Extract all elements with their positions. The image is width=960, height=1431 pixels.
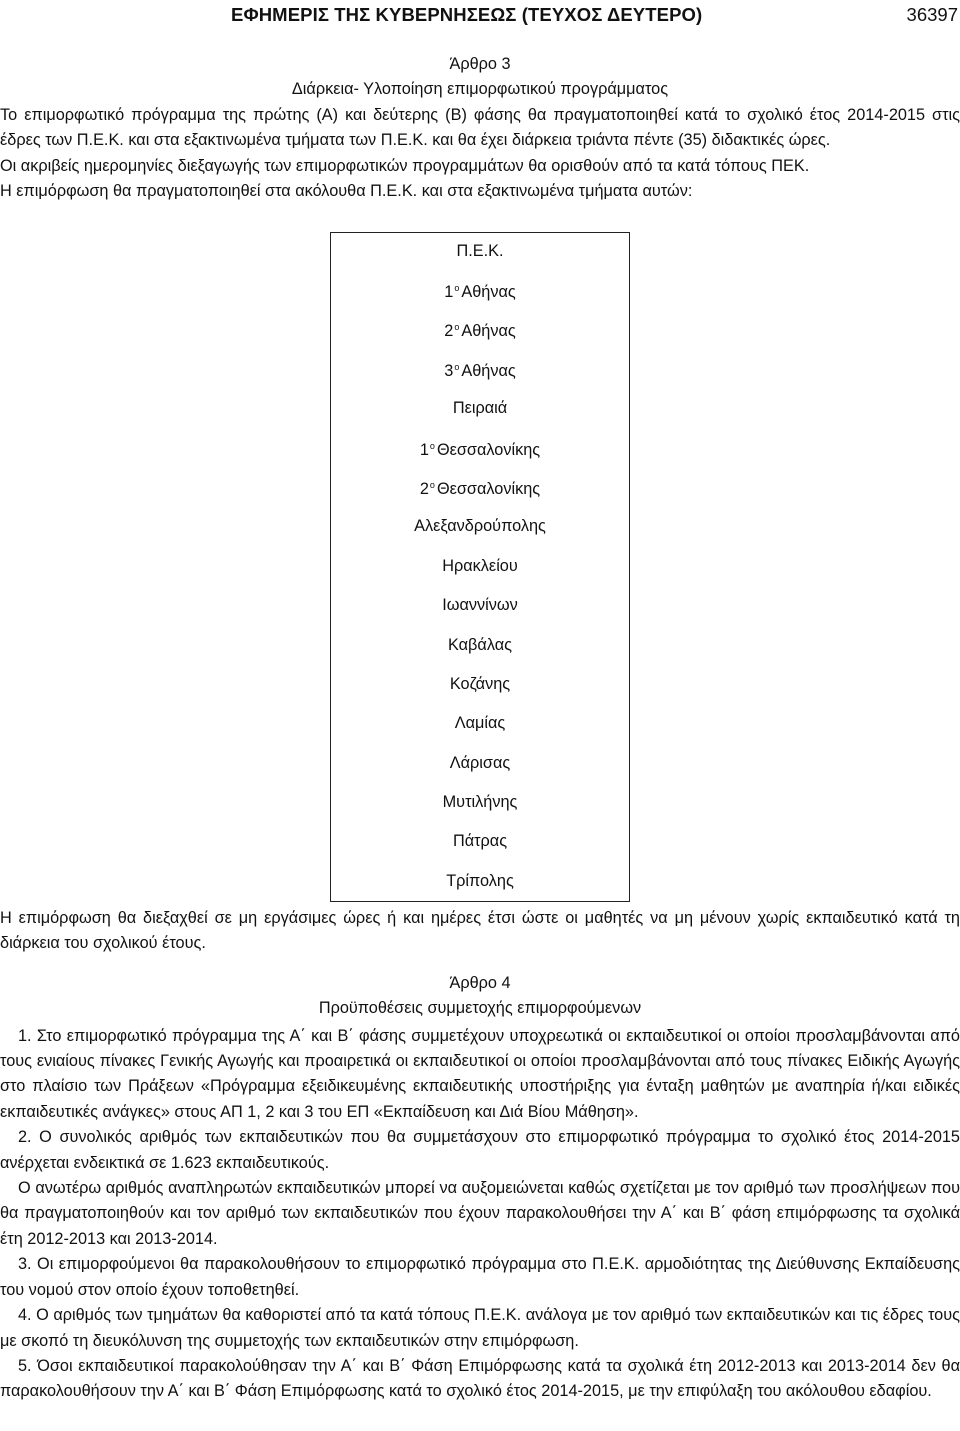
article-4-paragraph-2: 2. Ο συνολικός αριθμός των εκπαιδευτικών που θα συμμετάσχουν στο επιμορφωτικό πρόγραμμα το σχολικό έτος 2014-2015 ανέρχεται ενδεικτικά σε 1.623 εκπαιδευτικούς. <box>0 1128 960 1172</box>
pek-ordinal-suffix: ο <box>454 361 460 372</box>
table-row <box>331 822 630 861</box>
pek-cell <box>331 586 630 625</box>
pek-name: Ιωαννίνων <box>442 596 518 615</box>
article-3-closing <box>0 906 960 1405</box>
pek-name: Ηρακλείου <box>442 556 518 575</box>
pek-ordinal-suffix: ο <box>429 440 435 451</box>
pek-table-wrapper <box>330 232 630 902</box>
pek-cell <box>331 350 630 389</box>
table-header-row <box>331 233 630 272</box>
pek-name: Λαμίας <box>454 714 506 733</box>
pek-name: Τρίπολης <box>446 871 514 890</box>
pek-cell <box>331 704 630 743</box>
pek-ordinal-suffix: ο <box>454 322 460 333</box>
article-3-paragraph-2: Οι ακριβείς ημερομηνίες διεξαγωγής των επιμορφωτικών προγραμμάτων θα ορισθούν από τα κατά τόπους ΠΕΚ. <box>0 156 810 175</box>
article-4-paragraph-5: 5. Όσοι εκπαιδευτικοί παρακολούθησαν την Α΄ και Β΄ Φάση Επιμόρφωσης κατά τα σχολικά έτη 2012-2013 και 2013-2014 δεν θα παρακολουθήσουν την Α΄ και Β΄ Φάση Επιμόρφωσης κατά το σχολικό έτος 2014-2015, με την επιφύλαξη του ακόλουθου εδαφίου. <box>0 1356 960 1401</box>
table-row <box>331 271 630 310</box>
pek-ordinal-number: 1 <box>419 440 429 459</box>
table-row <box>331 389 630 428</box>
table-row <box>331 744 630 783</box>
pek-cell <box>331 744 630 783</box>
table-row <box>331 350 630 389</box>
pek-ordinal-number: 2 <box>419 479 429 498</box>
article-3 <box>0 52 960 204</box>
table-row <box>331 310 630 349</box>
table-row <box>331 665 630 704</box>
pek-cell <box>331 783 630 822</box>
pek-cell <box>331 665 630 704</box>
page-header <box>0 2 960 28</box>
table-header-cell: Π.Ε.Κ. <box>331 233 630 272</box>
table-row <box>331 429 630 468</box>
article-4-paragraph-1: 1. Στο επιμορφωτικό πρόγραμμα της Α΄ και Β΄ φάσης συμμετέχουν υποχρεωτικά οι εκπαιδευτικοί οι οποίοι προσλαμβάνονται από τους ενιαίους πίνακες Γενικής Αγωγής και προαιρετικά οι εκπαιδευτικοί οι οποίοι προσλαμβάνονται από τους πίνακες Ειδικής Αγωγής στο πλαίσιο των Πράξεων «Πρόγραμμα εξειδικευμένης εκπαιδευτικής υποστήριξης για ένταξη μαθητών με αναπηρία ή/και ειδικές εκπαιδευτικές ανάγκες» στους ΑΠ 1, 2 και 3 του ΕΠ «Εκπαίδευση και Διά Βίου Μάθηση». <box>0 1026 960 1121</box>
pek-ordinal-suffix: ο <box>454 282 460 293</box>
article-4-subheading: Προϋποθέσεις συμμετοχής επιμορφούμενων <box>318 999 642 1018</box>
pek-name: Θεσσαλονίκης <box>436 440 541 459</box>
pek-name: Αθήνας <box>461 361 516 380</box>
pek-name: Λάρισας <box>449 753 511 772</box>
article-3-paragraph-1: Το επιμορφωτικό πρόγραμμα της πρώτης (Α) και δεύτερης (Β) φάσης θα πραγματοποιηθεί κατά το σχολικό έτος 2014-2015 στις έδρες των Π.Ε.Κ. και στα εξακτινωμένα τμήματα των Π.Ε.Κ. και θα έχει διάρκεια τριάντα πέντε (35) διδακτικές ώρες. <box>0 105 960 150</box>
pek-ordinal-number: 3 <box>444 361 454 380</box>
pek-cell <box>331 389 630 428</box>
page-number: 36397 <box>906 4 958 25</box>
pek-cell <box>331 626 630 665</box>
pek-cell <box>331 822 630 861</box>
pek-ordinal-number: 1 <box>444 282 454 301</box>
article-3-closing-paragraph: Η επιμόρφωση θα διεξαχθεί σε μη εργάσιμες ώρες ή και ημέρες έτσι ώστε οι μαθητές να μη μένουν χωρίς εκπαιδευτικό κατά τη διάρκεια του σχολικού έτους. <box>0 909 960 953</box>
table-row <box>331 586 630 625</box>
pek-cell <box>331 271 630 310</box>
article-4-paragraph-3: 3. Οι επιμορφούμενοι θα παρακολουθήσουν το επιμορφωτικό πρόγραμμα στο Π.Ε.Κ. αρμοδιότητας της Διεύθυνσης Εκπαίδευσης του νομού στον οποίο έχουν τοποθετηθεί. <box>0 1255 960 1299</box>
pek-cell <box>331 862 630 902</box>
article-4-paragraph-2b: Ο ανωτέρω αριθμός αναπληρωτών εκπαιδευτικών μπορεί να αυξομειώνεται καθώς σχετίζεται με τον αριθμό των προσλήψεων που θα πραγματοποιηθούν και τον αριθμό των εκπαιδευτικών που έχουν παρακολουθήσει την Α΄ και Β΄ φάση επιμόρφωσης τα σχολικά έτη 2012-2013 και 2013-2014. <box>0 1179 960 1248</box>
table-row <box>331 704 630 743</box>
pek-table <box>330 232 630 902</box>
gazette-title: ΕΦΗΜΕΡΙΣ ΤΗΣ ΚΥΒΕΡΝΗΣΕΩΣ (ΤΕΥΧΟΣ ΔΕΥΤΕΡΟ) <box>231 4 703 25</box>
pek-cell <box>331 310 630 349</box>
pek-cell <box>331 468 630 507</box>
article-3-paragraph-3: Η επιμόρφωση θα πραγματοποιηθεί στα ακόλουθα Π.Ε.Κ. και στα εξακτινωμένα τμήματα αυτών: <box>0 182 693 201</box>
table-row <box>331 862 630 902</box>
table-row <box>331 507 630 546</box>
pek-name: Αθήνας <box>461 282 516 301</box>
pek-cell <box>331 507 630 546</box>
article-4-heading: Άρθρο 4 <box>449 973 511 992</box>
pek-name: Μυτιλήνης <box>442 793 518 812</box>
pek-name: Θεσσαλονίκης <box>436 479 541 498</box>
pek-name: Αθήνας <box>461 322 516 341</box>
article-3-heading: Άρθρο 3 <box>449 55 511 73</box>
pek-ordinal-number: 2 <box>444 322 454 341</box>
article-3-subheading: Διάρκεια- Υλοποίηση επιμορφωτικού προγράμματος <box>291 80 669 99</box>
table-row <box>331 783 630 822</box>
table-row <box>331 547 630 586</box>
pek-ordinal-suffix: ο <box>429 479 435 490</box>
table-row <box>331 468 630 507</box>
pek-name: Πειραιά <box>452 399 508 418</box>
pek-name: Πάτρας <box>452 832 508 851</box>
table-row <box>331 626 630 665</box>
pek-cell <box>331 547 630 586</box>
pek-name: Καβάλας <box>447 635 512 654</box>
pek-cell <box>331 429 630 468</box>
pek-name: Κοζάνης <box>449 674 511 693</box>
article-4-paragraph-4: 4. Ο αριθμός των τμημάτων θα καθοριστεί από τα κατά τόπους Π.Ε.Κ. ανάλογα με τον αριθμό των εκπαιδευτικών και τις έδρες τους με σκοπό τη διευκόλυνση της συμμετοχής των εκπαιδευτικών στην επιμόρφωση. <box>0 1306 960 1350</box>
pek-name: Αλεξανδρούπολης <box>414 517 546 536</box>
